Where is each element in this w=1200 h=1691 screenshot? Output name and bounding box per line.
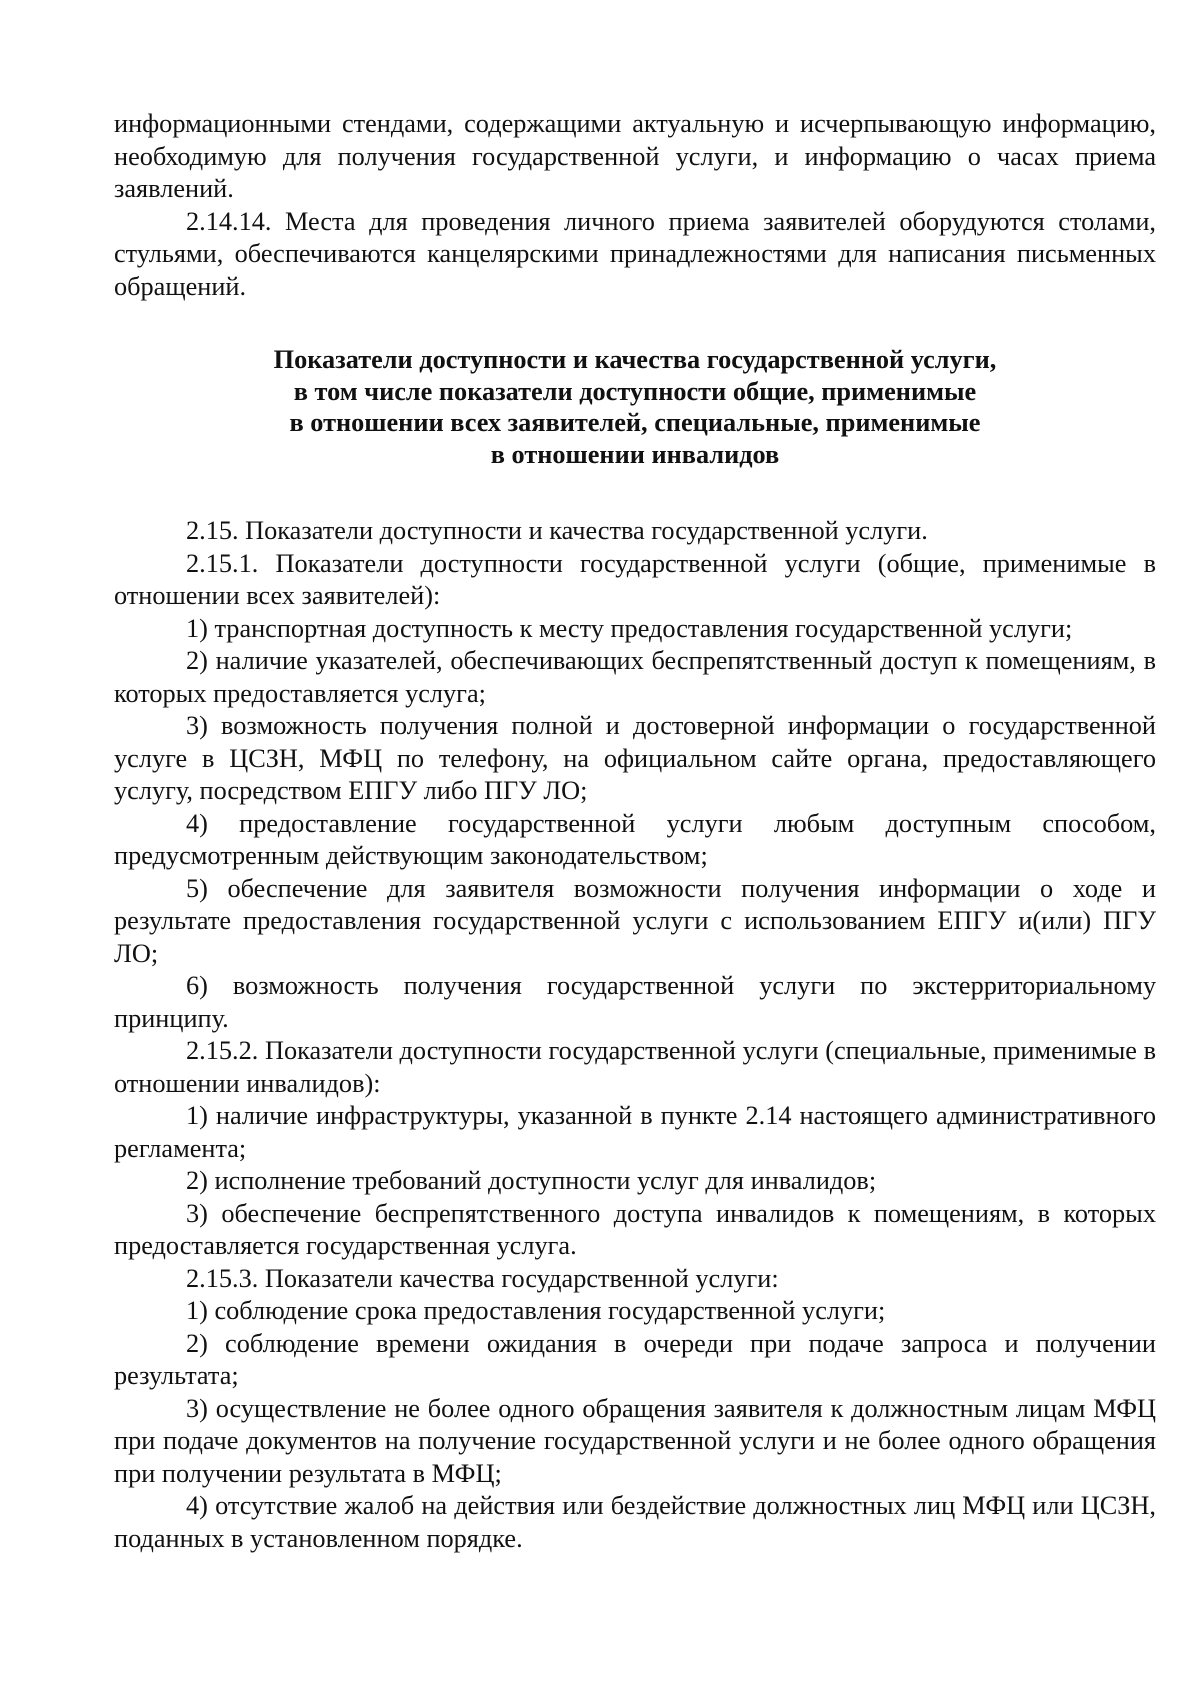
- heading-line: в том числе показатели доступности общие, применимые: [293, 376, 977, 406]
- list-item: 5) обеспечение для заявителя возможности получения информации о ходе и результате предоставления государственной услуги с использованием ЕПГУ и(или) ПГУ ЛО;: [114, 873, 1156, 968]
- list-item: 3) осуществление не более одного обращения заявителя к должностным лицам МФЦ при подаче документов на получение государственной услуги и не более одного обращения при получении результата в МФЦ;: [114, 1393, 1156, 1488]
- list-item: 4) отсутствие жалоб на действия или бездействие должностных лиц МФЦ или ЦСЗН, поданных в установленном порядке.: [114, 1491, 1156, 1553]
- paragraph-continuation: информационными стендами, содержащими актуальную и исчерпывающую информацию, необходимую для получения государственной услуги, и информацию о часах приема заявлений.: [114, 109, 1156, 203]
- section-heading: [114, 344, 1156, 470]
- list-item: 4) предоставление государственной услуги любым доступным способом, предусмотренным действующим законодательством;: [114, 808, 1156, 870]
- list-item: 2) наличие указателей, обеспечивающих беспрепятственный доступ к помещениям, в которых предоставляется услуга;: [114, 646, 1156, 708]
- heading-line: в отношении инвалидов: [490, 439, 780, 469]
- heading-line: в отношении всех заявителей, специальные, применимые: [289, 408, 981, 437]
- list-item: 1) транспортная доступность к месту предоставления государственной услуги;: [186, 613, 1073, 643]
- paragraph-2-15-1: 2.15.1. Показатели доступности государственной услуги (общие, применимые в отношении всех заявителей):: [114, 548, 1156, 610]
- list-item: 6) возможность получения государственной услуги по экстерриториальному принципу.: [114, 971, 1156, 1033]
- paragraph-2-15-3: 2.15.3. Показатели качества государственной услуги:: [186, 1263, 779, 1293]
- list-item: 2) соблюдение времени ожидания в очереди при подаче запроса и получении результата;: [114, 1328, 1156, 1390]
- paragraph-2-15-2: 2.15.2. Показатели доступности государственной услуги (специальные, применимые в отношении инвалидов):: [114, 1036, 1156, 1098]
- list-item: 1) наличие инфраструктуры, указанной в пункте 2.14 настоящего административного регламента;: [114, 1101, 1156, 1163]
- document-page: [114, 108, 1156, 1555]
- heading-line: Показатели доступности и качества государственной услуги,: [273, 345, 997, 374]
- list-item: 3) возможность получения полной и достоверной информации о государственной услуге в ЦСЗН, МФЦ по телефону, на официальном сайте органа, предоставляющего услугу, посредством ЕПГУ либо ПГУ ЛО;: [114, 711, 1156, 805]
- paragraph-2-14-14: 2.14.14. Места для проведения личного приема заявителей оборудуются столами, стульями, обеспечиваются канцелярскими принадлежностями для написания письменных обращений.: [114, 206, 1156, 301]
- list-item: 3) обеспечение беспрепятственного доступа инвалидов к помещениям, в которых предоставляется государственная услуга.: [114, 1198, 1156, 1260]
- list-item: 2) исполнение требований доступности услуг для инвалидов;: [186, 1166, 877, 1195]
- list-item: 1) соблюдение срока предоставления государственной услуги;: [186, 1296, 886, 1325]
- paragraph-2-15: 2.15. Показатели доступности и качества государственной услуги.: [186, 516, 928, 545]
